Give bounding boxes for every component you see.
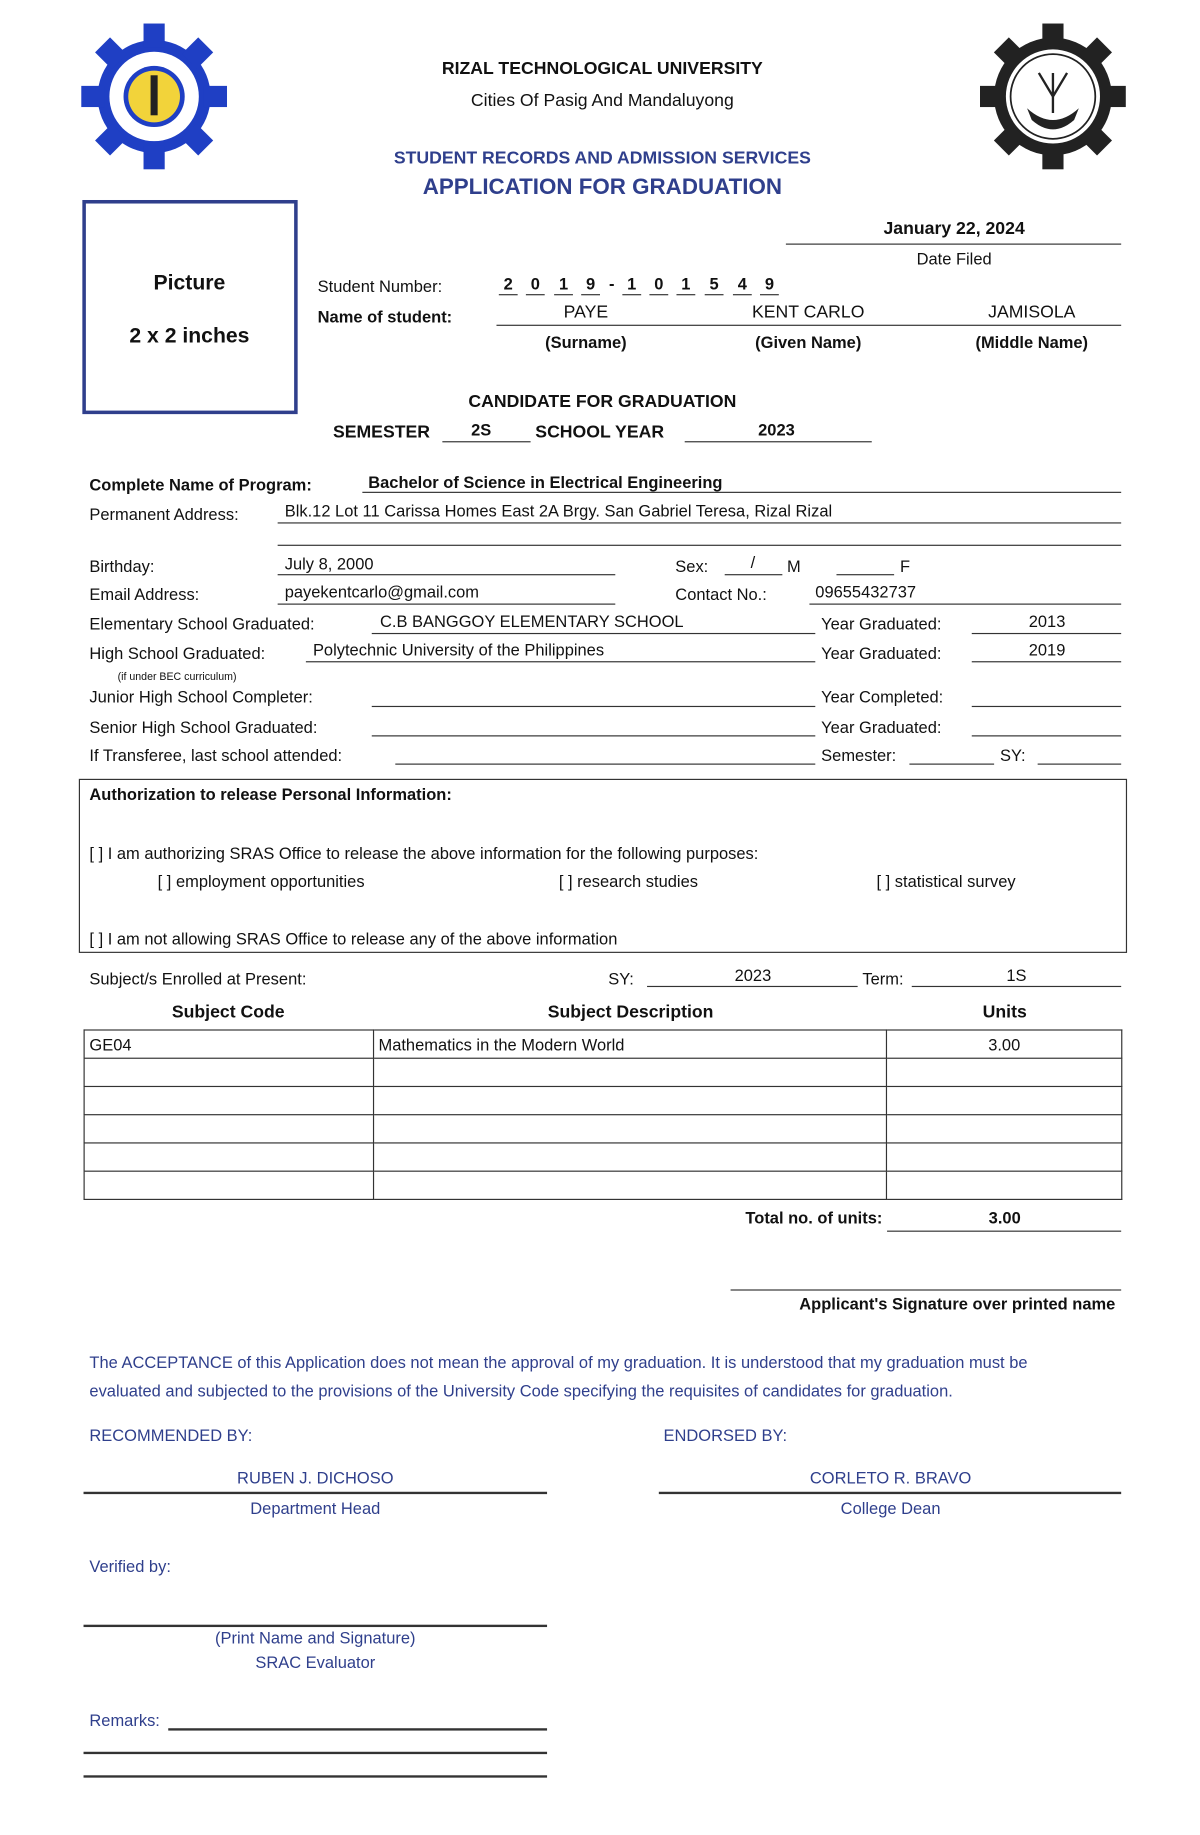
- transferee-sy-line[interactable]: [1038, 764, 1122, 765]
- student-number-digit: 1: [558, 274, 569, 293]
- email-value: payekentcarlo@gmail.com: [284, 582, 480, 602]
- sex-m-line: [725, 574, 783, 575]
- col-subject-description: Subject Description: [547, 1002, 714, 1023]
- middle-name-label: (Middle Name): [975, 332, 1089, 352]
- address-label: Permanent Address:: [89, 504, 239, 524]
- col-units: Units: [982, 1002, 1027, 1023]
- subject-description-cell[interactable]: [373, 1143, 887, 1171]
- photo-size: 2 x 2 inches: [129, 323, 250, 348]
- student-number-digit: 9: [586, 274, 596, 293]
- office-name: STUDENT RECORDS AND ADMISSION SERVICES: [393, 148, 811, 169]
- student-number-digit: 4: [737, 274, 747, 293]
- high-school-year-value: 2019: [1028, 639, 1066, 659]
- student-number-digit-line: [554, 294, 573, 295]
- table-row: [84, 1171, 1122, 1199]
- student-number-digit: 9: [764, 274, 774, 293]
- enrolled-sy-line: [647, 986, 858, 987]
- enrolled-sy-label: SY:: [608, 969, 634, 989]
- program-line: [362, 492, 1121, 493]
- form-title: APPLICATION FOR GRADUATION: [422, 175, 783, 200]
- subject-code-cell[interactable]: [84, 1086, 373, 1114]
- endorsed-name: CORLETO R. BRAVO: [809, 1468, 972, 1488]
- contact-line: [809, 604, 1121, 605]
- col-subject-code: Subject Code: [171, 1002, 285, 1023]
- student-number-digit: 1: [627, 274, 637, 293]
- student-number-label: Student Number:: [317, 276, 443, 296]
- notice-line-2: evaluated and subjected to the provisions of the University Code specifying the requisites of candidates for graduation.: [89, 1381, 953, 1400]
- remarks-line-1[interactable]: [168, 1728, 547, 1730]
- high-school-year-label: Year Graduated:: [821, 643, 942, 663]
- student-number-digit-line: [676, 294, 695, 295]
- subject-code-cell[interactable]: [84, 1143, 373, 1171]
- endorsed-title: College Dean: [840, 1498, 941, 1518]
- recommended-title: Department Head: [250, 1498, 381, 1518]
- units-cell[interactable]: [887, 1171, 1122, 1199]
- verified-label: Verified by:: [89, 1556, 171, 1576]
- student-number-digit: -: [609, 274, 615, 293]
- given-name-value: KENT CARLO: [752, 302, 865, 323]
- term-line: [912, 986, 1121, 987]
- jhs-year-line[interactable]: [972, 706, 1121, 707]
- total-units-value: 3.00: [988, 1208, 1021, 1228]
- university-name: RIZAL TECHNOLOGICAL UNIVERSITY: [441, 58, 763, 79]
- elementary-line: [372, 633, 816, 634]
- subject-description-cell[interactable]: [373, 1171, 887, 1199]
- school-year-label: SCHOOL YEAR: [535, 422, 665, 443]
- student-number-digit: 1: [681, 274, 691, 293]
- verified-role: SRAC Evaluator: [255, 1652, 376, 1672]
- middle-name-value: JAMISOLA: [988, 302, 1076, 323]
- shs-year-line[interactable]: [972, 735, 1121, 736]
- subject-code-cell[interactable]: GE04: [84, 1030, 373, 1058]
- total-units-line: [887, 1231, 1121, 1232]
- candidate-title: CANDIDATE FOR GRADUATION: [468, 391, 737, 412]
- high-school-year-line: [972, 661, 1121, 662]
- remarks-line-2[interactable]: [84, 1752, 548, 1754]
- recommended-label: RECOMMENDED BY:: [89, 1425, 253, 1445]
- email-line: [278, 604, 616, 605]
- school-year-value: 2023: [758, 419, 795, 439]
- contact-value: 09655432737: [815, 582, 917, 602]
- program-label: Complete Name of Program:: [89, 475, 312, 495]
- units-cell[interactable]: [887, 1086, 1122, 1114]
- signature-label: Applicant's Signature over printed name: [799, 1294, 1116, 1313]
- date-filed-label: Date Filed: [916, 249, 992, 269]
- subject-description-cell[interactable]: Mathematics in the Modern World: [373, 1030, 887, 1058]
- school-year-line: [685, 441, 872, 442]
- verified-print-name: (Print Name and Signature): [215, 1628, 416, 1648]
- endorsed-line: [659, 1492, 1121, 1494]
- photo-box: [82, 200, 297, 414]
- subject-description-cell[interactable]: [373, 1086, 887, 1114]
- authorization-box: [79, 779, 1127, 953]
- authorize-checkbox[interactable]: [ ] I am authorizing SRAS Office to release the above information for the following purposes:: [89, 843, 759, 863]
- jhs-year-label: Year Completed:: [821, 687, 944, 706]
- rtu-logo-left: [81, 24, 227, 170]
- high-school-line: [306, 661, 815, 662]
- student-number-digit-line: [705, 294, 724, 295]
- authorization-title: Authorization to release Personal Information:: [89, 784, 452, 804]
- student-number-digit: 5: [709, 274, 719, 293]
- university-location: Cities Of Pasig And Mandaluyong: [470, 90, 734, 111]
- student-number-digit-line: [649, 294, 668, 295]
- research-checkbox[interactable]: [ ] research studies: [558, 871, 698, 891]
- endorsed-label: ENDORSED BY:: [663, 1425, 788, 1445]
- subject-code-cell[interactable]: [84, 1058, 373, 1086]
- student-number-digit: 2: [503, 274, 513, 293]
- transferee-sy-label: SY:: [999, 745, 1026, 765]
- student-number-digit-line: [499, 294, 518, 295]
- student-number-digit: 0: [530, 274, 540, 293]
- transferee-semester-label: Semester:: [821, 745, 897, 765]
- table-row: [84, 1115, 1122, 1143]
- high-school-value: Polytechnic University of the Philippines: [312, 639, 605, 659]
- contact-label: Contact No.:: [675, 584, 767, 604]
- enrolled-sy-value: 2023: [734, 965, 772, 985]
- total-units-label: Total no. of units:: [745, 1208, 883, 1228]
- deny-checkbox[interactable]: [ ] I am not allowing SRAS Office to release any of the above information: [89, 929, 618, 949]
- birthday-label: Birthday:: [89, 556, 155, 576]
- subject-code-cell[interactable]: [84, 1115, 373, 1143]
- recommended-line: [84, 1492, 548, 1494]
- elementary-label: Elementary School Graduated:: [89, 614, 315, 633]
- rtu-logo-right: [980, 24, 1126, 170]
- subject-description-cell[interactable]: [373, 1115, 887, 1143]
- employment-checkbox[interactable]: [ ] employment opportunities: [157, 871, 365, 891]
- birthday-value: July 8, 2000: [284, 554, 374, 573]
- surname-value: PAYE: [563, 302, 609, 323]
- units-cell[interactable]: 3.00: [887, 1030, 1122, 1058]
- elementary-year-value: 2013: [1028, 611, 1066, 631]
- semester-label: SEMESTER: [332, 422, 431, 443]
- shs-year-label: Year Graduated:: [821, 717, 942, 737]
- signature-line[interactable]: [731, 1289, 1122, 1290]
- shs-line[interactable]: [372, 735, 816, 736]
- birthday-line: [278, 574, 616, 575]
- enrolled-label: Subject/s Enrolled at Present:: [89, 969, 307, 989]
- student-number-digit-line: [760, 294, 779, 295]
- jhs-label: Junior High School Completer:: [89, 687, 313, 706]
- sex-label: Sex:: [675, 556, 709, 576]
- units-cell[interactable]: [887, 1058, 1122, 1086]
- table-row: [84, 1143, 1122, 1171]
- statistical-checkbox[interactable]: [ ] statistical survey: [876, 871, 1016, 891]
- recommended-name: RUBEN J. DICHOSO: [237, 1468, 394, 1488]
- name-line: [496, 325, 1121, 326]
- sex-f-label: F: [899, 556, 911, 576]
- subject-description-cell[interactable]: [373, 1058, 887, 1086]
- address-value: Blk.12 Lot 11 Carissa Homes East 2A Brgy. San Gabriel Teresa, Rizal Rizal: [284, 501, 833, 520]
- date-line: [786, 244, 1121, 245]
- student-number-digit-line: [581, 294, 600, 295]
- units-cell[interactable]: [887, 1143, 1122, 1171]
- high-school-label: High School Graduated:: [89, 643, 266, 663]
- sex-m-mark[interactable]: /: [750, 552, 756, 572]
- bec-note: (if under BEC curriculum): [117, 670, 237, 683]
- term-label: Term:: [862, 969, 904, 989]
- units-cell[interactable]: [887, 1115, 1122, 1143]
- semester-value: 2S: [471, 419, 492, 439]
- student-number-digit-line: [733, 294, 752, 295]
- transferee-label: If Transferee, last school attended:: [89, 745, 343, 765]
- photo-label: Picture: [153, 270, 226, 295]
- elementary-year-label: Year Graduated:: [821, 614, 942, 633]
- sex-m-label: M: [787, 556, 801, 576]
- semester-line: [442, 441, 530, 442]
- email-label: Email Address:: [89, 584, 200, 604]
- transferee-semester-line[interactable]: [909, 764, 994, 765]
- table-row: [84, 1030, 1122, 1058]
- student-number-digit-line: [526, 294, 545, 295]
- student-number-digit-line: [622, 294, 641, 295]
- table-row: [84, 1058, 1122, 1086]
- program-value: Bachelor of Science in Electrical Engineering: [368, 472, 723, 492]
- transferee-line[interactable]: [395, 764, 815, 765]
- term-value: 1S: [1006, 965, 1027, 985]
- given-name-label: (Given Name): [755, 332, 862, 352]
- address-line-2: [278, 545, 1122, 546]
- student-number-digit: 0: [654, 274, 664, 293]
- surname-label: (Surname): [545, 332, 627, 352]
- elementary-year-line: [972, 633, 1121, 634]
- address-line: [278, 522, 1122, 523]
- subjects-table: [84, 1029, 1123, 1200]
- date-filed-value: January 22, 2024: [883, 218, 1025, 239]
- remarks-line-3[interactable]: [84, 1775, 548, 1777]
- shs-label: Senior High School Graduated:: [89, 717, 318, 737]
- name-label: Name of student:: [317, 307, 453, 326]
- table-row: [84, 1086, 1122, 1114]
- sex-f-line[interactable]: [836, 574, 894, 575]
- jhs-line[interactable]: [372, 706, 816, 707]
- elementary-value: C.B BANGGOY ELEMENTARY SCHOOL: [379, 611, 684, 631]
- notice-line-1: The ACCEPTANCE of this Application does not mean the approval of my graduation. It is understood that my graduation must be: [89, 1352, 1028, 1372]
- remarks-label: Remarks:: [89, 1710, 160, 1730]
- subject-code-cell[interactable]: [84, 1171, 373, 1199]
